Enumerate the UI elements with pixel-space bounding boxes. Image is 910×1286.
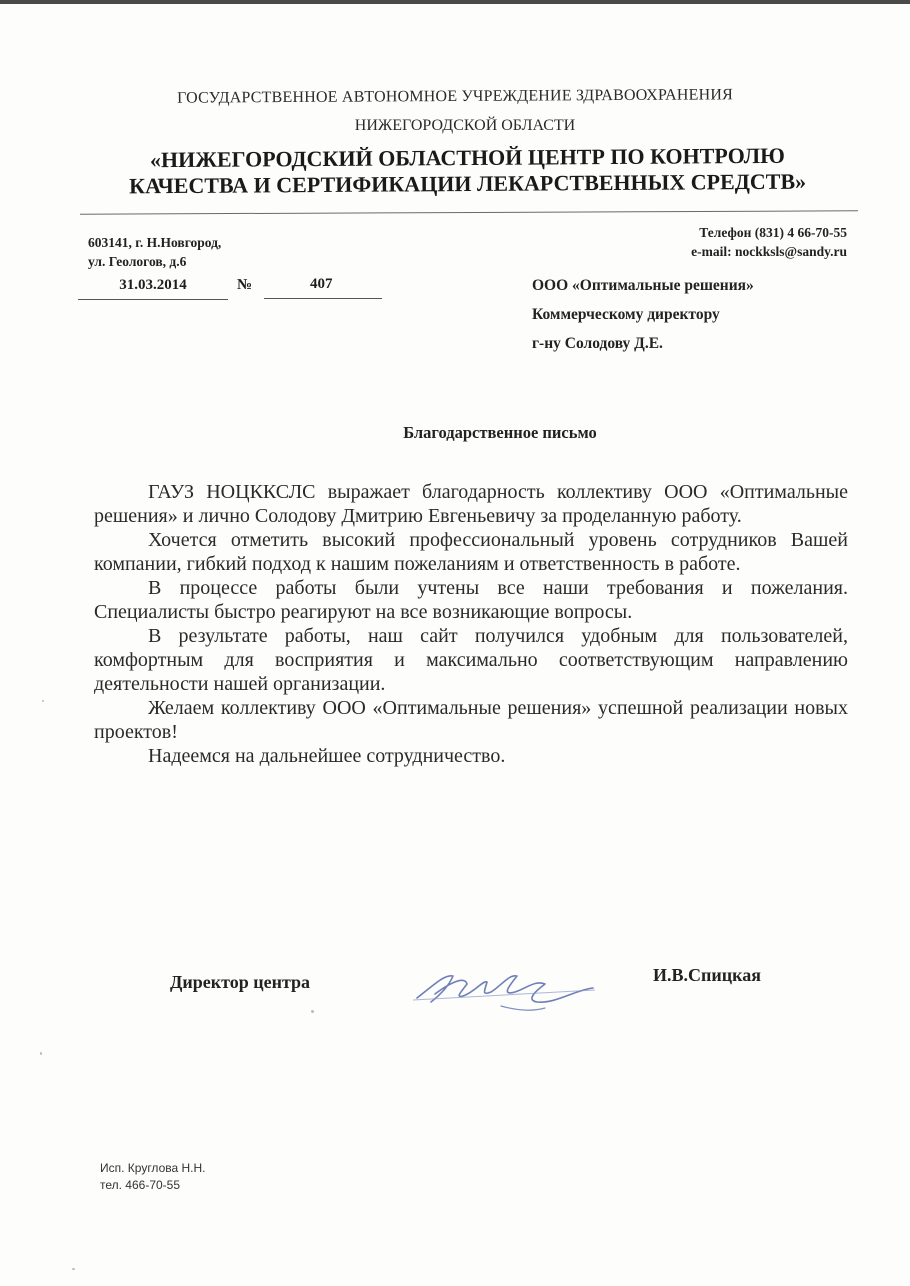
signatory-role: Директор центра — [170, 972, 311, 992]
organization-title-line-1: «НИЖЕГОРОДСКИЙ ОБЛАСТНОЙ ЦЕНТР ПО КОНТРОЛЮ — [149, 142, 785, 173]
sender-address-line-1: 603141, г. Н.Новгород, — [88, 235, 222, 250]
executor-block — [100, 1160, 206, 1194]
handwritten-signature — [405, 962, 605, 1022]
scan-speck — [72, 1268, 75, 1270]
letter-body — [94, 480, 848, 768]
organization-title-line-2: КАЧЕСТВА И СЕРТИФИКАЦИИ ЛЕКАРСТВЕННЫХ СРЕДСТВ» — [128, 168, 807, 199]
header-institution-type: ГОСУДАРСТВЕННОЕ АВТОНОМНОЕ УЧРЕЖДЕНИЕ ЗДРАВООХРАНЕНИЯ — [176, 86, 733, 107]
recipient-org: ООО «Оптимальные решения» — [532, 277, 754, 294]
body-paragraph: Желаем коллективу ООО «Оптимальные решения» успешной реализации новых проектов! — [94, 697, 848, 743]
body-paragraph: Хочется отметить высокий профессиональный уровень сотрудников Вашей компании, гибкий подход к нашим пожеланиям и ответственность в работе. — [94, 529, 848, 575]
sender-phone: Телефон (831) 4 66-70-55 — [699, 225, 847, 240]
header-divider — [80, 210, 858, 214]
body-paragraph: В процессе работы были учтены все наши требования и пожелания. Специалисты быстро реагируют на все возникающие вопросы. — [94, 577, 848, 623]
scan-speck — [42, 700, 44, 702]
scan-speck — [40, 1052, 42, 1055]
body-paragraph: Надеемся на дальнейшее сотрудничество. — [148, 745, 506, 767]
body-paragraph: В результате работы, наш сайт получился удобным для пользователей, комфортным для восприятия и максимально соответствующим направлению деятельности нашей организации. — [94, 625, 848, 695]
recipient-position: Коммерческому директору — [532, 306, 720, 323]
body-paragraph: ГАУЗ НОЦККСЛС выражает благодарность коллективу ООО «Оптимальные решения» и лично Солодову Дмитрию Евгеньевичу за проделанную работу. — [94, 481, 848, 527]
sender-address-line-2: ул. Геологов, д.6 — [88, 254, 187, 269]
registration-date: 31.03.2014 — [78, 277, 228, 300]
signatory-name: И.В.Спицкая — [653, 965, 761, 985]
top-edge-rule — [0, 0, 910, 4]
sender-contacts — [691, 223, 847, 261]
letter-title: Благодарственное письмо — [403, 423, 597, 442]
recipient-name: г-ну Солодову Д.Е. — [532, 335, 663, 352]
scan-speck — [311, 1010, 314, 1013]
organization-title — [0, 142, 910, 201]
executor-name: Исп. Круглова Н.Н. — [100, 1161, 206, 1175]
header-region: НИЖЕГОРОДСКОЙ ОБЛАСТИ — [354, 117, 576, 134]
sender-address — [88, 233, 221, 271]
registration-number-sign: № — [237, 277, 253, 293]
executor-phone: тел. 466-70-55 — [100, 1178, 181, 1192]
recipient-block — [532, 271, 754, 358]
sender-email: e-mail: nockksls@sandy.ru — [691, 244, 847, 259]
registration-number: 407 — [264, 276, 382, 299]
